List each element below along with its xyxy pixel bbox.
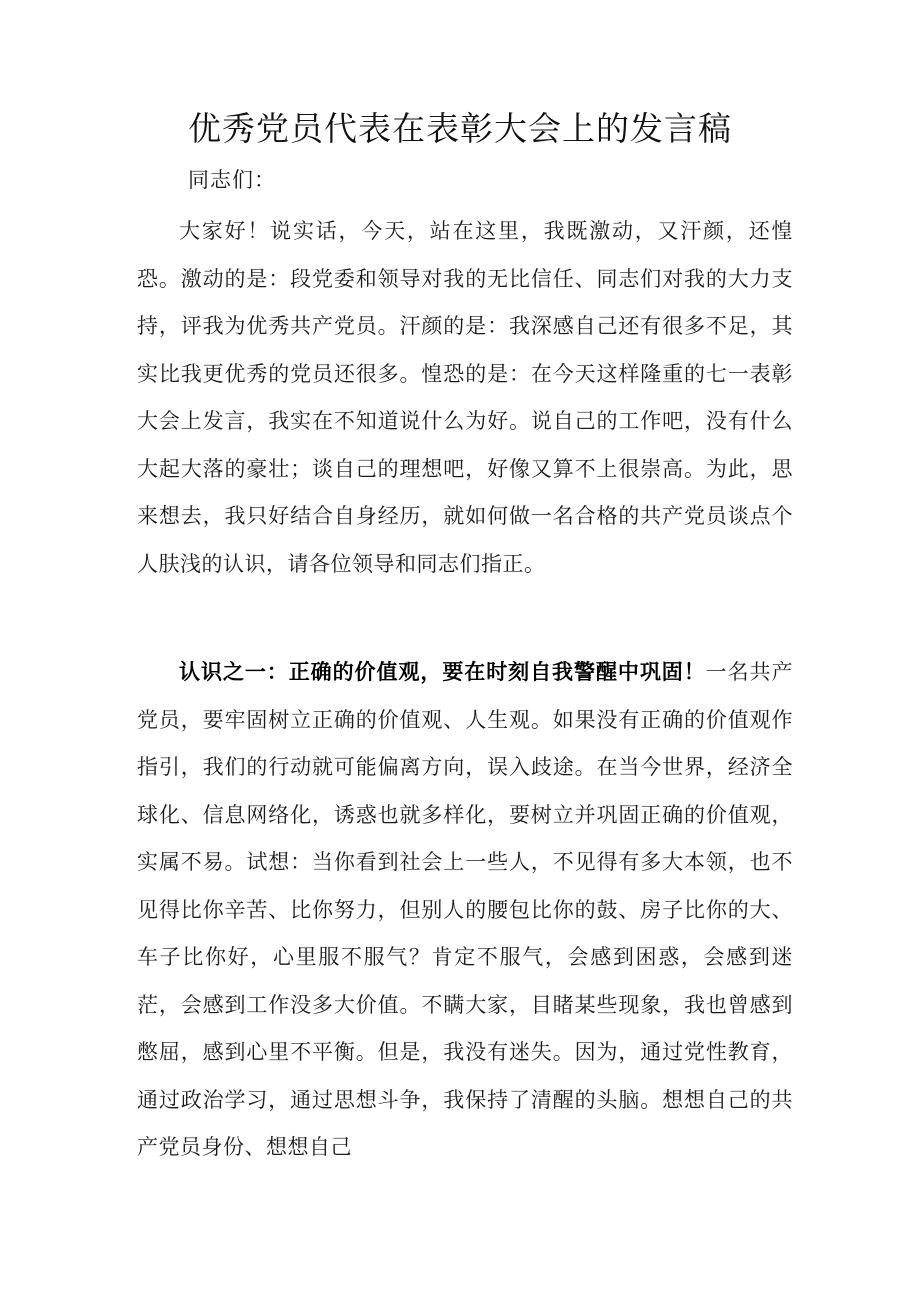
paragraph-text: 一名共产党员，要牢固树立正确的价值观、人生观。如果没有正确的价值观作指引，我们的行动就可能偏离方向，误入歧途。在当今世界，经济全球化、信息网络化，诱惑也就多样化，要树立并巩固正确的价值观，实属不易。试想：当你看到社会上一些人，不见得有多大本领，也不见得比你辛苦、比你努力，但别人的腰包比你的鼓、房子比你的大、车子比你好，心里服不服气？肯定不服气，会感到困惑，会感到迷茫，会感到工作没多大价值。不瞒大家，目睹某些现象，我也曾感到憋屈，感到心里不平衡。但是，我没有迷失。因为，通过党性教育，通过政治学习，通过思想斗争，我保持了清醒的头脑。想想自己的共产党员身份、想想自己 (137, 660, 794, 1159)
paragraph-heading: 认识之一：正确的价值观，要在时刻自我警醒中巩固！ (179, 659, 706, 684)
paragraph-intro: 大家好！说实话，今天，站在这里，我既激动，又汗颜，还惶恐。激动的是：段党委和领导对我的无比信任、同志们对我的大力支持，评我为优秀共产党员。汗颜的是：我深感自己还有很多不足，其实比我更优秀的党员还很多。惶恐的是：在今天这样隆重的七一表彰大会上发言，我实在不知道说什么为好。说自己的工作吧，没有什么大起大落的豪壮；谈自己的理想吧，好像又算不上很崇高。为此，思来想去，我只好结合自身经历，就如何做一名合格的共产党员谈点个人肤浅的认识，请各位领导和同志们指正。 (137, 219, 793, 576)
document-title: 优秀党员代表在表彰大会上的发言稿 (188, 109, 732, 148)
salutation: 同志们： (188, 168, 276, 192)
paragraph-insight-one (137, 648, 793, 1172)
